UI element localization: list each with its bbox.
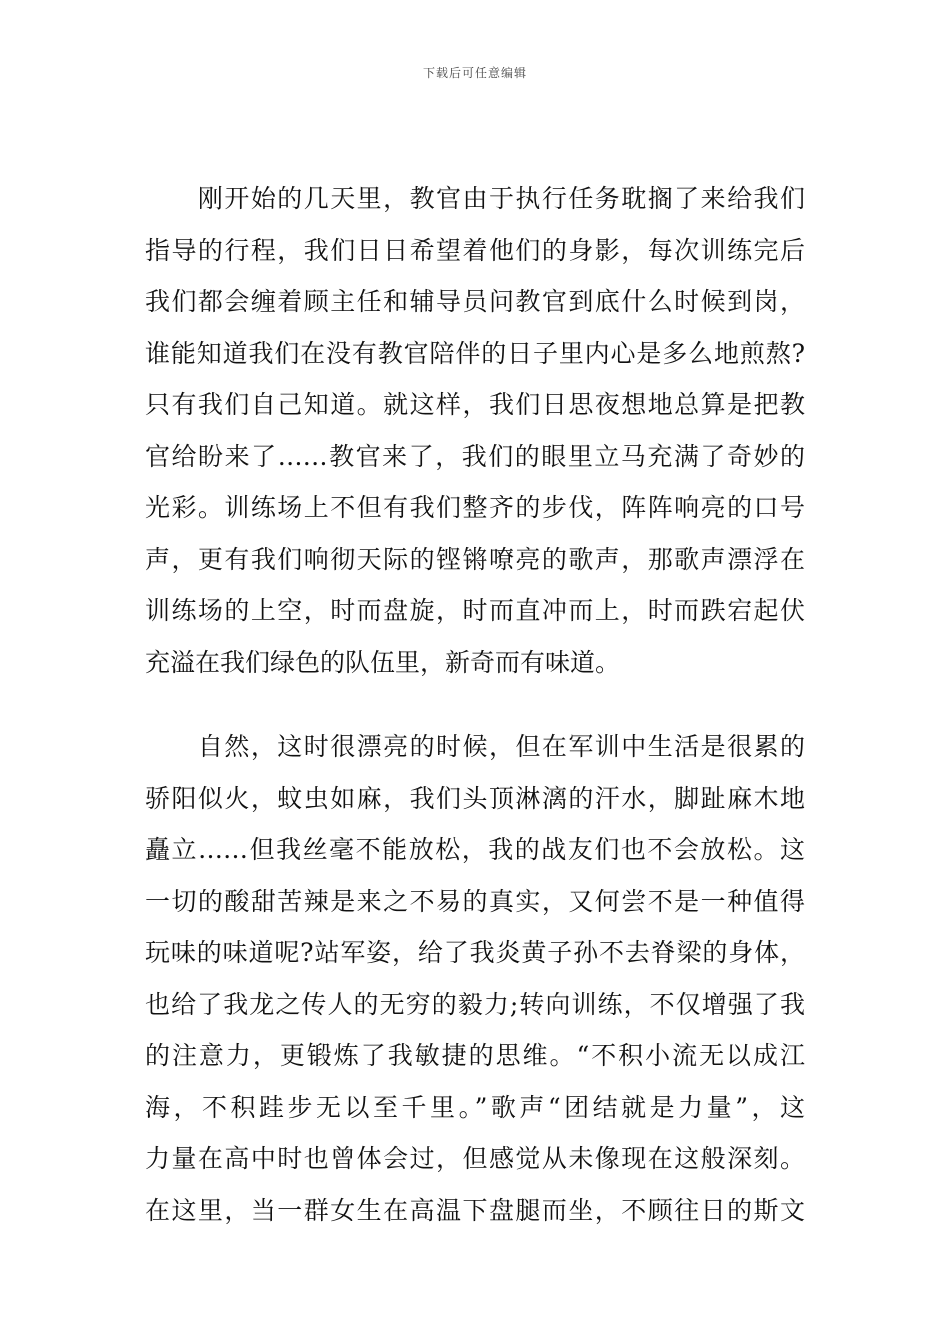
text-line: 也给了我龙之传人的无穷的毅力;转向训练，不仅增强了我 <box>145 989 805 1019</box>
text-line: 力量在高中时也曾体会过，但感觉从未像现在这般深刻。 <box>145 1144 805 1173</box>
text-line: 官给盼来了……教官来了，我们的眼里立马充满了奇妙的 <box>145 441 805 471</box>
paragraph-1 <box>145 173 805 688</box>
paragraph-2 <box>145 721 805 1236</box>
page-header: 下载后可任意编辑 <box>422 66 527 80</box>
text-line: 在这里，当一群女生在高温下盘腿而坐，不顾往日的斯文 <box>145 1195 805 1225</box>
text-line: 的注意力，更锻炼了我敏捷的思维。“不积小流无以成江 <box>145 1041 805 1070</box>
text-line: 一切的酸甜苦辣是来之不易的真实，又何尝不是一种值得 <box>145 886 805 916</box>
text-line: 矗立……但我丝毫不能放松，我的战友们也不会放松。这 <box>145 835 805 864</box>
text-line: 只有我们自己知道。就这样，我们日思夜想地总算是把教 <box>145 390 805 419</box>
text-line: 训练场的上空，时而盘旋，时而直冲而上，时而跌宕起伏 <box>145 596 805 625</box>
text-line: 自然，这时很漂亮的时候，但在军训中生活是很累的 <box>145 732 805 761</box>
text-line: 充溢在我们绿色的队伍里，新奇而有味道。 <box>145 647 621 677</box>
text-line: 声，更有我们响彻天际的铿锵嘹亮的歌声，那歌声漂浮在 <box>145 544 805 574</box>
text-line: 骄阳似火，蚊虫如麻，我们头顶淋漓的汗水，脚趾麻木地 <box>145 783 805 813</box>
text-line: 谁能知道我们在没有教官陪伴的日子里内心是多么地煎熬? <box>145 338 805 368</box>
text-line: 我们都会缠着顾主任和辅导员问教官到底什么时候到岗， <box>145 287 805 316</box>
text-line: 玩味的味道呢?站军姿，给了我炎黄子孙不去脊梁的身体， <box>145 938 805 967</box>
text-line: 刚开始的几天里，教官由于执行任务耽搁了来给我们 <box>145 184 805 213</box>
text-line: 海，不积跬步无以至千里。”歌声“团结就是力量”，这 <box>145 1092 805 1122</box>
text-line: 指导的行程，我们日日希望着他们的身影，每次训练完后 <box>145 235 805 265</box>
text-line: 光彩。训练场上不但有我们整齐的步伐，阵阵响亮的口号 <box>145 493 805 522</box>
